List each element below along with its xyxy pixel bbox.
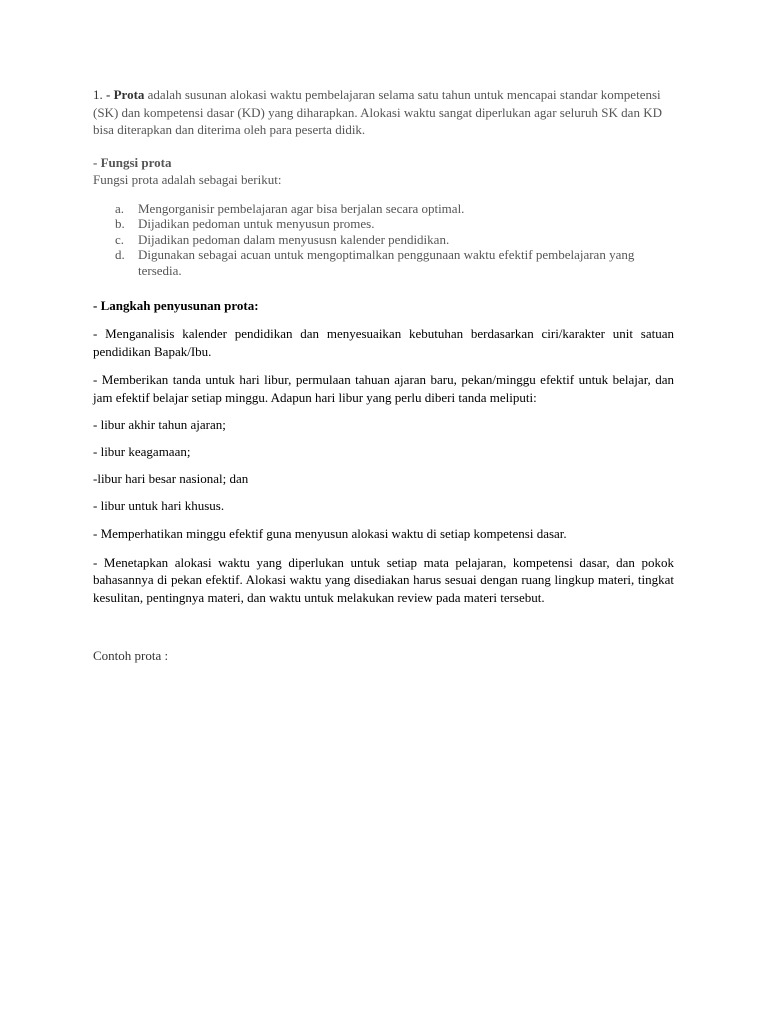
langkah-paragraph-2: - Memberikan tanda untuk hari libur, permulaan tahuan ajaran baru, pekan/minggu efektif untuk belajar, dan jam efektif belajar setiap minggu. Adapun hari libur yang perlu diberi tanda meliputi: <box>93 372 674 405</box>
libur-item: - libur keagamaan; <box>93 444 191 459</box>
list-item <box>93 216 674 232</box>
contoh-label: Contoh prota : <box>93 648 169 663</box>
list-marker: d. <box>115 247 125 262</box>
list-item <box>93 247 674 278</box>
document-page <box>93 86 674 664</box>
intro-dash: - <box>102 87 114 102</box>
libur-item: - libur untuk hari khusus. <box>93 498 225 513</box>
intro-text: adalah susunan alokasi waktu pembelajaran selama satu tahun untuk mencapai standar kompetensi (SK) dan kompetensi dasar (KD) yang diharapkan. Alokasi waktu sangat diperlukan agar seluruh SK dan KD bisa diterapkan dan diterima oleh para peserta didik. <box>93 87 662 137</box>
list-marker: a. <box>115 200 125 216</box>
list-text: Mengorganisir pembelajaran agar bisa berjalan secara optimal. <box>138 200 465 216</box>
langkah-paragraph-4: - Menetapkan alokasi waktu yang diperlukan untuk setiap mata pelajaran, kompetensi dasar, dan pokok bahasannya di pekan efektif. Alokasi waktu yang disediakan harus sesuai dengan ruang lingkup materi, tingkat kesulitan, pentingnya materi, dan waktu untuk melakukan review pada materi tersebut. <box>93 554 674 605</box>
list-marker: c. <box>115 231 125 247</box>
list-item <box>93 232 674 248</box>
fungsi-heading: - Fungsi prota <box>93 154 172 170</box>
libur-item: -libur hari besar nasional; dan <box>93 471 249 486</box>
list-text: Dijadikan pedoman untuk menyusun promes. <box>138 216 375 231</box>
list-text: Digunakan sebagai acuan untuk mengoptimalkan penggunaan waktu efektif pembelajaran yang tersedia. <box>138 247 635 278</box>
langkah-heading: - Langkah penyusunan prota: <box>93 298 259 313</box>
intro-term: Prota <box>113 87 145 102</box>
libur-item: - libur akhir tahun ajaran; <box>93 417 226 432</box>
list-marker: b. <box>115 216 125 231</box>
intro-paragraph <box>93 86 674 139</box>
langkah-paragraph-1: - Menganalisis kalender pendidikan dan menyesuaikan kebutuhan berdasarkan ciri/karakter unit satuan pendidikan Bapak/Ibu. <box>93 326 674 359</box>
fungsi-list <box>93 201 674 279</box>
list-item <box>93 201 674 217</box>
intro-number: 1. <box>93 87 103 102</box>
list-text: Dijadikan pedoman dalam menyususn kalender pendidikan. <box>138 231 450 247</box>
fungsi-intro: Fungsi prota adalah sebagai berikut: <box>93 171 282 187</box>
langkah-paragraph-3: - Memperhatikan minggu efektif guna menyusun alokasi waktu di setiap kompetensi dasar. <box>93 526 567 541</box>
